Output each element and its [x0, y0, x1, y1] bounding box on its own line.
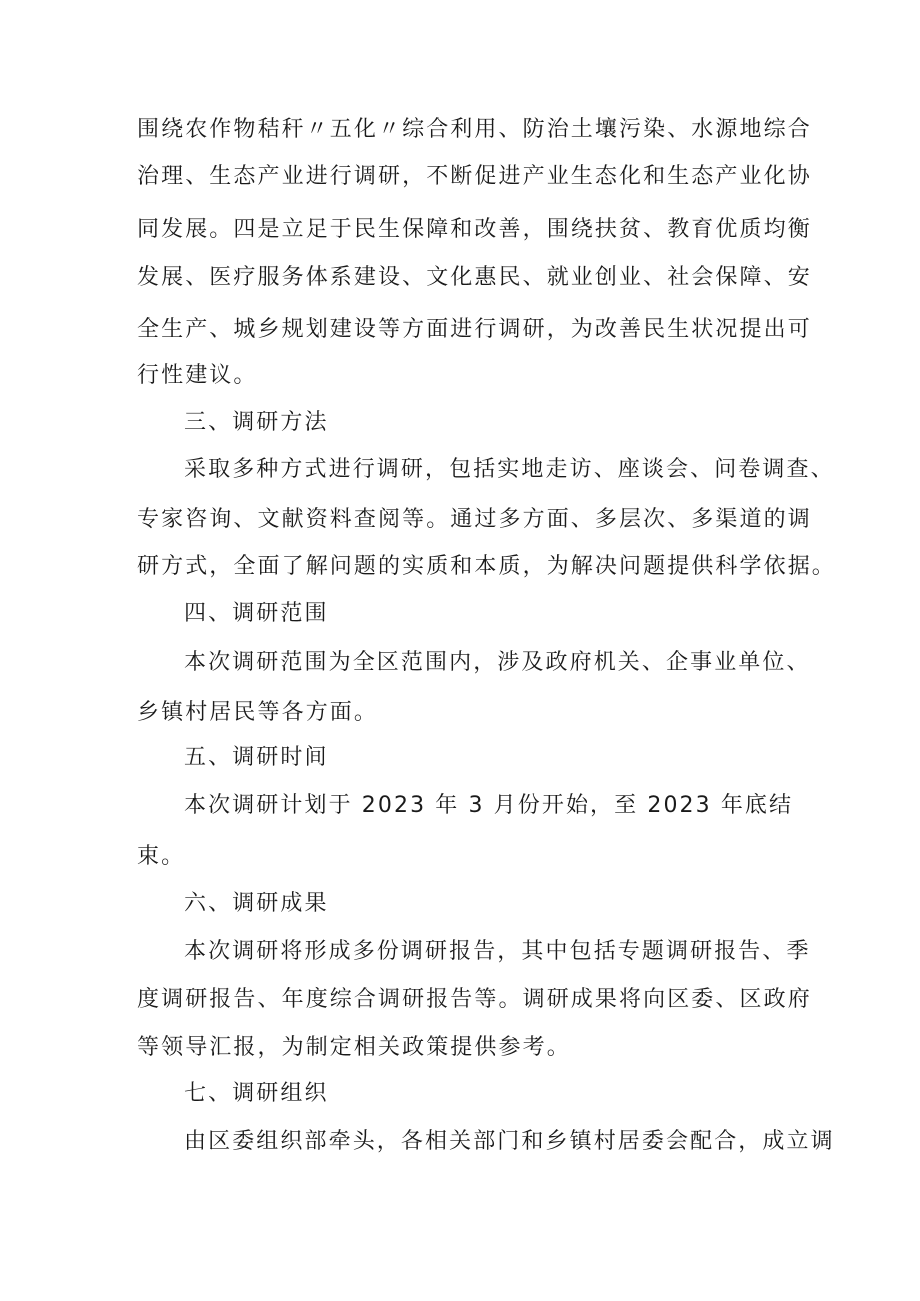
paragraph-line: 发展、医疗服务体系建设、文化惠民、就业创业、社会保障、安 [137, 265, 812, 290]
section-heading-results: 六、调研成果 [184, 891, 329, 916]
section-heading-time: 五、调研时间 [184, 745, 329, 770]
paragraph-line: 治理、生态产业进行调研，不断促进产业生态化和生态产业化协 [137, 164, 812, 189]
paragraph-line: 本次调研范围为全区范围内，涉及政府机关、企事业单位、 [184, 650, 811, 675]
section-heading-scope: 四、调研范围 [184, 601, 329, 626]
paragraph-line: 等领导汇报，为制定相关政策提供参考。 [137, 1035, 571, 1060]
paragraph-line: 围绕农作物秸秆〃五化〃综合利用、防治土壤污染、水源地综合 [137, 117, 812, 142]
paragraph-line: 研方式，全面了解问题的实质和本质，为解决问题提供科学依据。 [137, 554, 836, 579]
paragraph-line: 本次调研计划于 2023 年 3 月份开始，至 2023 年底结 [184, 793, 794, 818]
paragraph-line: 由区委组织部牵头，各相关部门和乡镇村居委会配合，成立调 [184, 1129, 835, 1154]
paragraph-line: 采取多种方式进行调研，包括实地走访、座谈会、问卷调查、 [184, 457, 835, 482]
paragraph-line: 全生产、城乡规划建设等方面进行调研，为改善民生状况提出可 [137, 317, 812, 342]
paragraph-line: 束。 [137, 844, 186, 869]
section-heading-organization: 七、调研组织 [184, 1081, 329, 1106]
paragraph-line: 专家咨询、文献资料查阅等。通过多方面、多层次、多渠道的调 [137, 507, 812, 532]
paragraph-line: 度调研报告、年度综合调研报告等。调研成果将向区委、区政府 [137, 987, 812, 1012]
section-heading-methods: 三、调研方法 [184, 410, 329, 435]
paragraph-line: 本次调研将形成多份调研报告，其中包括专题调研报告、季 [184, 939, 811, 964]
paragraph-line: 行性建议。 [137, 363, 258, 388]
paragraph-line: 乡镇村居民等各方面。 [137, 700, 379, 725]
paragraph-line: 同发展。四是立足于民生保障和改善，围绕扶贫、教育优质均衡 [137, 217, 812, 242]
